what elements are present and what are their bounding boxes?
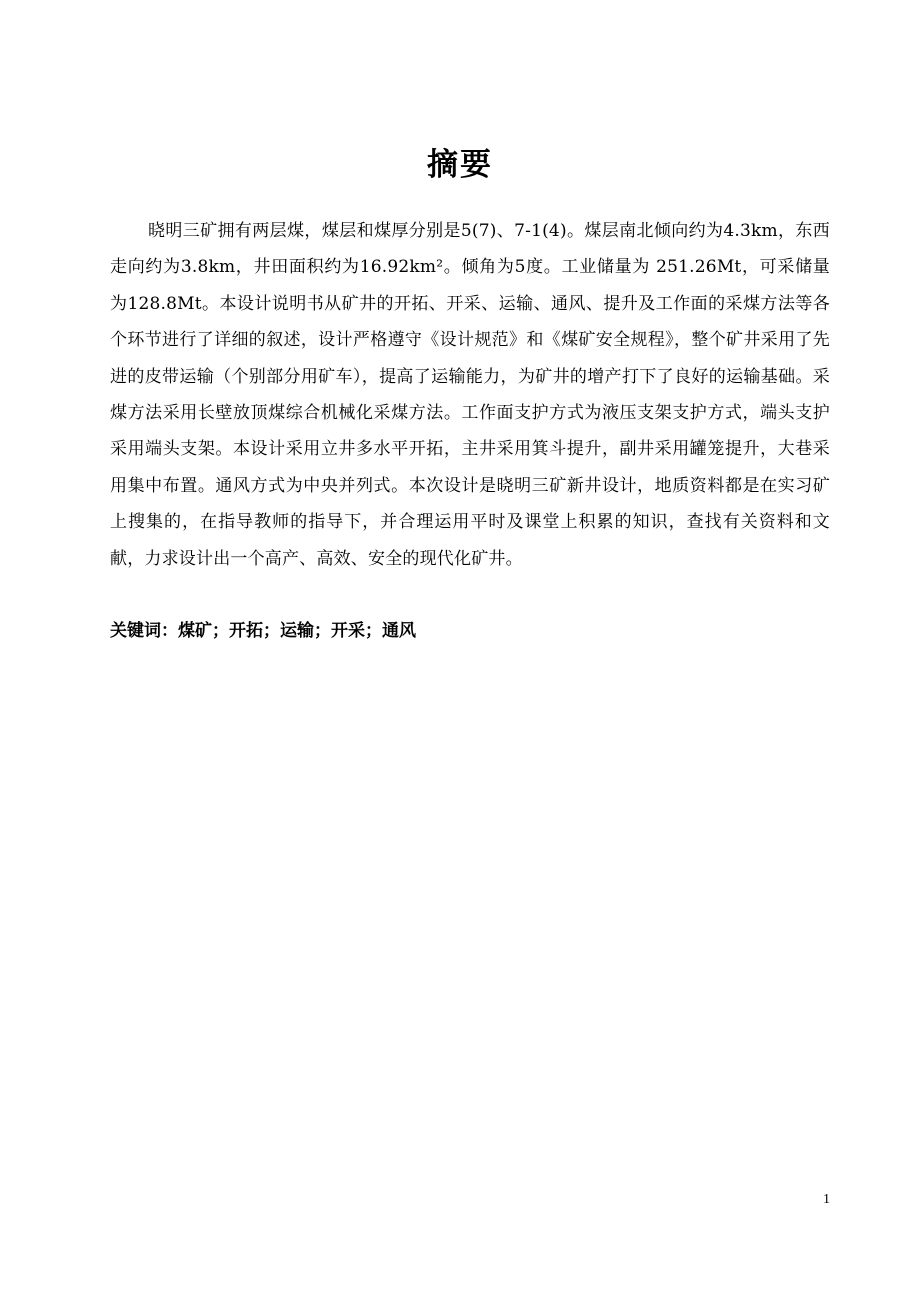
page-title: 摘要 <box>427 147 493 183</box>
abstract-paragraph: 晓明三矿拥有两层煤，煤层和煤厚分别是5(7)、7-1(4)。煤层南北倾向约为4.3km，东西走向约为3.8km，井田面积约为16.92km²。倾角为5度。工业储量为 251.26Mt，可采储量为128.8Mt。本设计说明书从矿井的开拓、开采、运输、通风、提升及工作面的采煤方法等各个环节进行了详细的叙述，设计严格遵守《设计规范》和《煤矿安全规程》，整个矿井采用了先进的皮带运输（个别部分用矿车），提高了运输能力，为矿井的增产打下了良好的运输基础。采煤方法采用长壁放顶煤综合机械化采煤方法。工作面支护方式为液压支架支护方式，端头支护采用端头支架。本设计采用立井多水平开拓，主井采用箕斗提升，副井采用罐笼提升，大巷采用集中布置。通风方式为中央并列式。本次设计是晓明三矿新井设计，地质资料都是在实习矿上搜集的，在指导教师的指导下，并合理运用平时及课堂上积累的知识，查找有关资料和文献，力求设计出一个高产、高效、安全的现代化矿井。 <box>110 221 830 569</box>
page-number: 1 <box>823 1192 830 1207</box>
keywords-line: 关键词：煤矿；开拓；运输；开采；通风 <box>110 621 416 641</box>
